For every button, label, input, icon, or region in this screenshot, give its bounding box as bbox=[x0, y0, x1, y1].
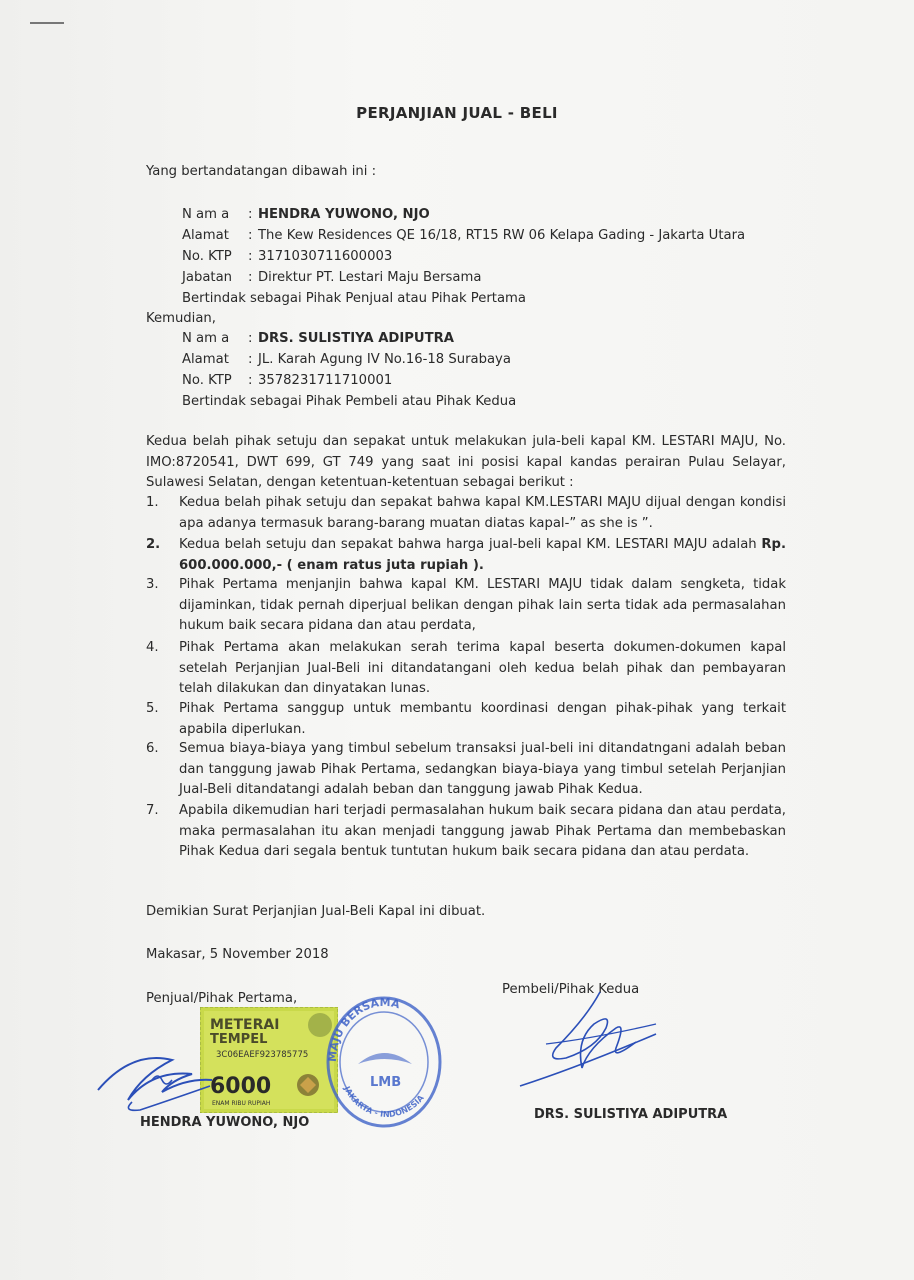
party1-position: Direktur PT. Lestari Maju Bersama bbox=[258, 270, 482, 285]
stamp-line1: METERAI bbox=[210, 1017, 280, 1033]
clause-number: 1. bbox=[146, 495, 159, 510]
clause-text: Apabila dikemudian hari terjadi permasalahan hukum baik secara pidana dan atau perdata, maka permasalahan itu akan menjadi tanggung jawab Pihak Pertama dan membebaskan Pihak Kedua dari segala bentuk tuntutan hukum baik secara pidana dan atau perdata. bbox=[179, 803, 786, 859]
clause-number: 7. bbox=[146, 803, 159, 818]
stamp-line2: TEMPEL bbox=[210, 1032, 268, 1047]
svg-text:MAJU BERSAMA bbox=[326, 996, 402, 1062]
clause-text: Pihak Pertama akan melakukan serah terima kapal beserta dokumen-dokumen kapal setelah Perjanjian Jual-Beli ini ditandatangani oleh kedua belah pihak dan pembayaran telah dilakukan dan dinyatakan lunas. bbox=[179, 640, 786, 696]
clause-6 bbox=[146, 739, 786, 801]
party2-name-row: N am a : DRS. SULISTIYA ADIPUTRA bbox=[182, 329, 454, 350]
document-title: PERJANJIAN JUAL - BELI bbox=[356, 104, 558, 122]
party2-ktp: 3578231711710001 bbox=[258, 373, 393, 388]
clause-number: 5. bbox=[146, 701, 159, 716]
clause-text-part: Kedua belah setuju dan sepakat bahwa harga jual-beli kapal KM. LESTARI MAJU adalah bbox=[179, 537, 762, 552]
party1-ktp-row: No. KTP : 3171030711600003 bbox=[182, 247, 392, 268]
party2-address: JL. Karah Agung IV No.16-18 Surabaya bbox=[258, 352, 511, 367]
clause-text: Kedua belah pihak setuju dan sepakat bahwa kapal KM.LESTARI MAJU dijual dengan kondisi apa adanya termasuk barang-barang muatan diatas kapal-” as she is ”. bbox=[179, 495, 786, 531]
party1-ktp-label: No. KTP bbox=[182, 249, 232, 264]
intro-text: Yang bertandatangan dibawah ini : bbox=[146, 164, 377, 179]
clause-3 bbox=[146, 575, 786, 637]
clause-2 bbox=[146, 535, 786, 576]
party2-role: Bertindak sebagai Pihak Pembeli atau Pihak Kedua bbox=[182, 394, 517, 409]
seller-name: HENDRA YUWONO, NJO bbox=[140, 1115, 310, 1130]
party2-address-label: Alamat bbox=[182, 352, 229, 367]
seal-logo: LMB bbox=[370, 1075, 402, 1090]
party2-address-row: Alamat : JL. Karah Agung IV No.16-18 Surabaya bbox=[182, 350, 511, 371]
party1-address: The Kew Residences QE 16/18, RT15 RW 06 Kelapa Gading - Jakarta Utara bbox=[258, 228, 746, 243]
seller-label: Penjual/Pihak Pertama, bbox=[146, 991, 298, 1006]
party1-address-row: Alamat : The Kew Residences QE 16/18, RT15 RW 06 Kelapa Gading - Jakarta Utara bbox=[182, 226, 745, 247]
party2-name-label: N am a bbox=[182, 331, 230, 346]
buyer-label: Pembeli/Pihak Kedua bbox=[502, 982, 640, 997]
party1-position-label: Jabatan bbox=[182, 270, 233, 285]
party1-address-label: Alamat bbox=[182, 228, 229, 243]
clause-text: Pihak Pertama menjanjin bahwa kapal KM. LESTARI MAJU tidak dalam sengketa, tidak dijaminkan, tidak pernah diperjual belikan dengan pihak lain serta tidak ada permasalahan hukum baik secara pidana dan atau perdata, bbox=[179, 577, 786, 633]
clause-5 bbox=[146, 699, 786, 740]
clause-1 bbox=[146, 493, 786, 534]
party1-name-row: N am a : HENDRA YUWONO, NJO bbox=[182, 205, 430, 226]
corner-mark bbox=[30, 22, 64, 24]
party1-role: Bertindak sebagai Pihak Penjual atau Pihak Pertama bbox=[182, 291, 526, 306]
clause-text bbox=[179, 535, 786, 576]
party2-ktp-label: No. KTP bbox=[182, 373, 232, 388]
stamp-serial: 3C06EAEF923785775 bbox=[216, 1050, 309, 1060]
closing-text: Demikian Surat Perjanjian Jual-Beli Kapal ini dibuat. bbox=[146, 904, 486, 919]
buyer-signature bbox=[516, 988, 666, 1092]
clause-number: 6. bbox=[146, 741, 159, 756]
party1-position-row: Jabatan : Direktur PT. Lestari Maju Bersama bbox=[182, 268, 481, 289]
clause-7 bbox=[146, 801, 786, 863]
party1-name-label: N am a bbox=[182, 207, 230, 222]
buyer-name: DRS. SULISTIYA ADIPUTRA bbox=[534, 1107, 728, 1122]
price-text: Rp. 600.000.000,- ( enam ratus juta rupiah ). bbox=[179, 537, 786, 573]
then-text: Kemudian, bbox=[146, 311, 216, 326]
place-date: Makasar, 5 November 2018 bbox=[146, 947, 329, 962]
seal-text: MAJU BERSAMA bbox=[325, 995, 402, 1063]
seller-signature bbox=[92, 1030, 252, 1120]
clause-text: Semua biaya-biaya yang timbul sebelum transaksi jual-beli ini ditandatngani adalah beban dan tanggung jawab Pihak Pertama, sedangkan biaya-biaya yang timbul setelah Perjanjian Jual-Beli ditandatangi adalah beban dan tanggung jawab Pihak Kedua. bbox=[179, 741, 786, 797]
party1-name: HENDRA YUWONO, NJO bbox=[258, 207, 430, 222]
party1-ktp: 3171030711600003 bbox=[258, 249, 393, 264]
party2-name: DRS. SULISTIYA ADIPUTRA bbox=[258, 331, 454, 346]
clause-number: 4. bbox=[146, 640, 159, 655]
party2-ktp-row: No. KTP : 3578231711710001 bbox=[182, 371, 392, 392]
stamp-value: 6000 bbox=[210, 1074, 272, 1099]
clause-text: Pihak Pertama sanggup untuk membantu koordinasi dengan pihak-pihak yang terkait apabila diperlukan. bbox=[179, 701, 786, 737]
stamp-words: ENAM RIBU RUPIAH bbox=[212, 1100, 271, 1107]
seal-city: JAKARTA - INDONESIA bbox=[342, 1084, 426, 1119]
clause-number: 3. bbox=[146, 577, 159, 592]
clause-4 bbox=[146, 638, 786, 700]
company-seal bbox=[322, 992, 446, 1128]
clause-number: 2. bbox=[146, 537, 161, 552]
preamble-paragraph: Kedua belah pihak setuju dan sepakat untuk melakukan jula-beli kapal KM. LESTARI MAJU, No. IMO:8720541, DWT 699, GT 749 yang saat ini posisi kapal kandas perairan Pulau Selayar, Sulawesi Selatan, dengan ketentuan-ketentuan sebagai berikut : bbox=[146, 434, 786, 490]
